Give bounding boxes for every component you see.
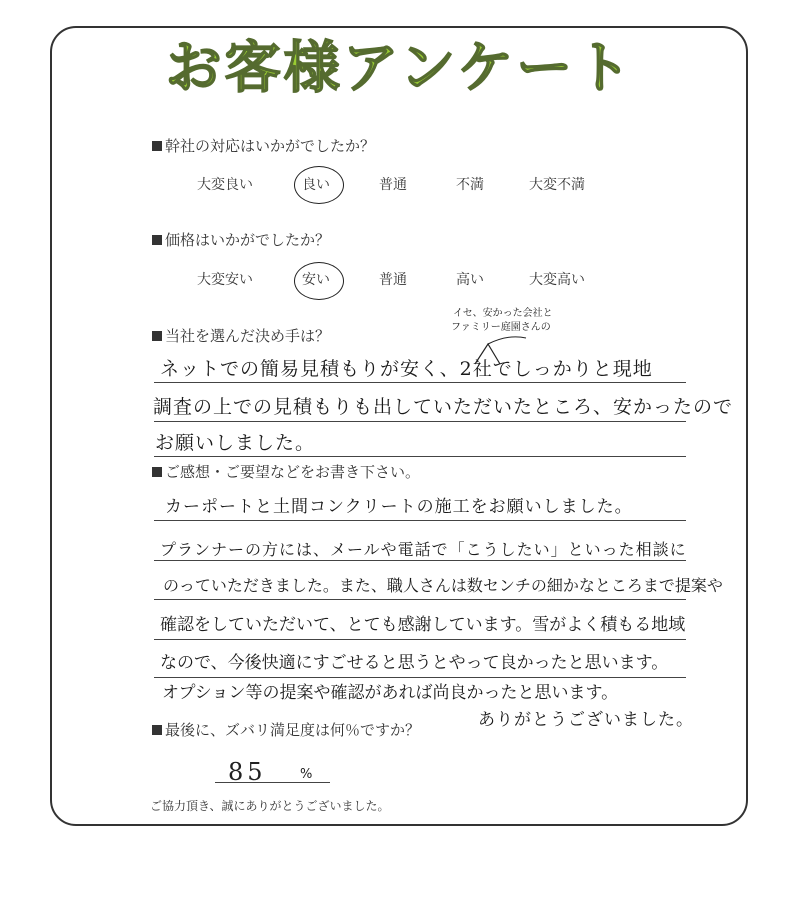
square-bullet-icon: [152, 331, 162, 341]
question-2-label: 価格はいかがでしたか？: [152, 230, 330, 250]
closing-message: ご協力頂き、誠にありがとうございました。: [150, 799, 390, 813]
question-5-label: 最後に、ズバリ満足度は何％ですか？: [152, 720, 420, 740]
q1-option-2[interactable]: 良い: [302, 177, 330, 193]
q2-option-1[interactable]: 大変安い: [197, 272, 253, 288]
q4-answer-line-2: プランナーの方には、メールや電話で「こうしたい」といった相談に: [160, 540, 687, 559]
q2-selection-circle: [294, 262, 344, 300]
q2-option-2[interactable]: 安い: [302, 272, 330, 288]
question-1-label: 幹社の対応はいかがでしたか？: [152, 136, 375, 156]
q4-answer-line-3: のっていただきました。また、職人さんは数センチの細かなところまで提案や: [163, 576, 723, 595]
answer-rule: [154, 599, 686, 600]
answer-rule: [154, 456, 686, 457]
q4-answer-line-1: カーポートと土間コンクリートの施工をお願いしました。: [165, 497, 633, 517]
survey-title: お客様アンケート: [165, 36, 635, 101]
question-3-label: 当社を選んだ決め手は？: [152, 326, 330, 346]
q1-option-5[interactable]: 大変不満: [529, 177, 585, 193]
q4-answer-line-6: オプション等の提案や確認があれば尚良かったと思います。: [162, 683, 619, 703]
q2-option-4[interactable]: 高い: [456, 272, 484, 288]
answer-rule: [154, 520, 686, 521]
square-bullet-icon: [152, 725, 162, 735]
answer-rule: [154, 382, 686, 383]
q3-answer-line-1: ネットでの簡易見積もりが安く、2社でしっかりと現地: [160, 358, 653, 380]
square-bullet-icon: [152, 141, 162, 151]
q1-option-3[interactable]: 普通: [379, 177, 407, 193]
q1-selection-circle: [294, 166, 344, 204]
q4-answer-line-4: 確認をしていただいて、とても感謝しています。雪がよく積もる地域: [160, 615, 686, 635]
satisfaction-rule: [215, 782, 330, 783]
satisfaction-unit: %: [300, 767, 313, 782]
q4-answer-line-5: なので、今後快適にすごせると思うとやって良かったと思います。: [160, 653, 669, 673]
q2-option-3[interactable]: 普通: [379, 272, 407, 288]
q1-option-4[interactable]: 不満: [456, 177, 484, 193]
square-bullet-icon: [152, 235, 162, 245]
insert-note-line-1: イセ、安かった会社と: [453, 308, 553, 319]
answer-rule: [154, 639, 686, 640]
square-bullet-icon: [152, 467, 162, 477]
answer-rule: [154, 421, 686, 422]
q4-answer-line-7: ありがとうございました。: [478, 710, 694, 730]
q3-answer-line-2: 調査の上での見積もりも出していただいたところ、安かったので: [153, 396, 734, 418]
q3-answer-line-3: お願いしました。: [155, 432, 316, 454]
q1-option-1[interactable]: 大変良い: [197, 177, 253, 193]
insert-note-line-2: ファミリー庭園さんの: [451, 322, 551, 333]
question-4-label: ご感想・ご要望などをお書き下さい。: [152, 462, 420, 482]
answer-rule: [154, 560, 686, 561]
satisfaction-value[interactable]: 85: [228, 758, 267, 786]
q2-option-5[interactable]: 大変高い: [529, 272, 585, 288]
answer-rule: [154, 677, 686, 678]
